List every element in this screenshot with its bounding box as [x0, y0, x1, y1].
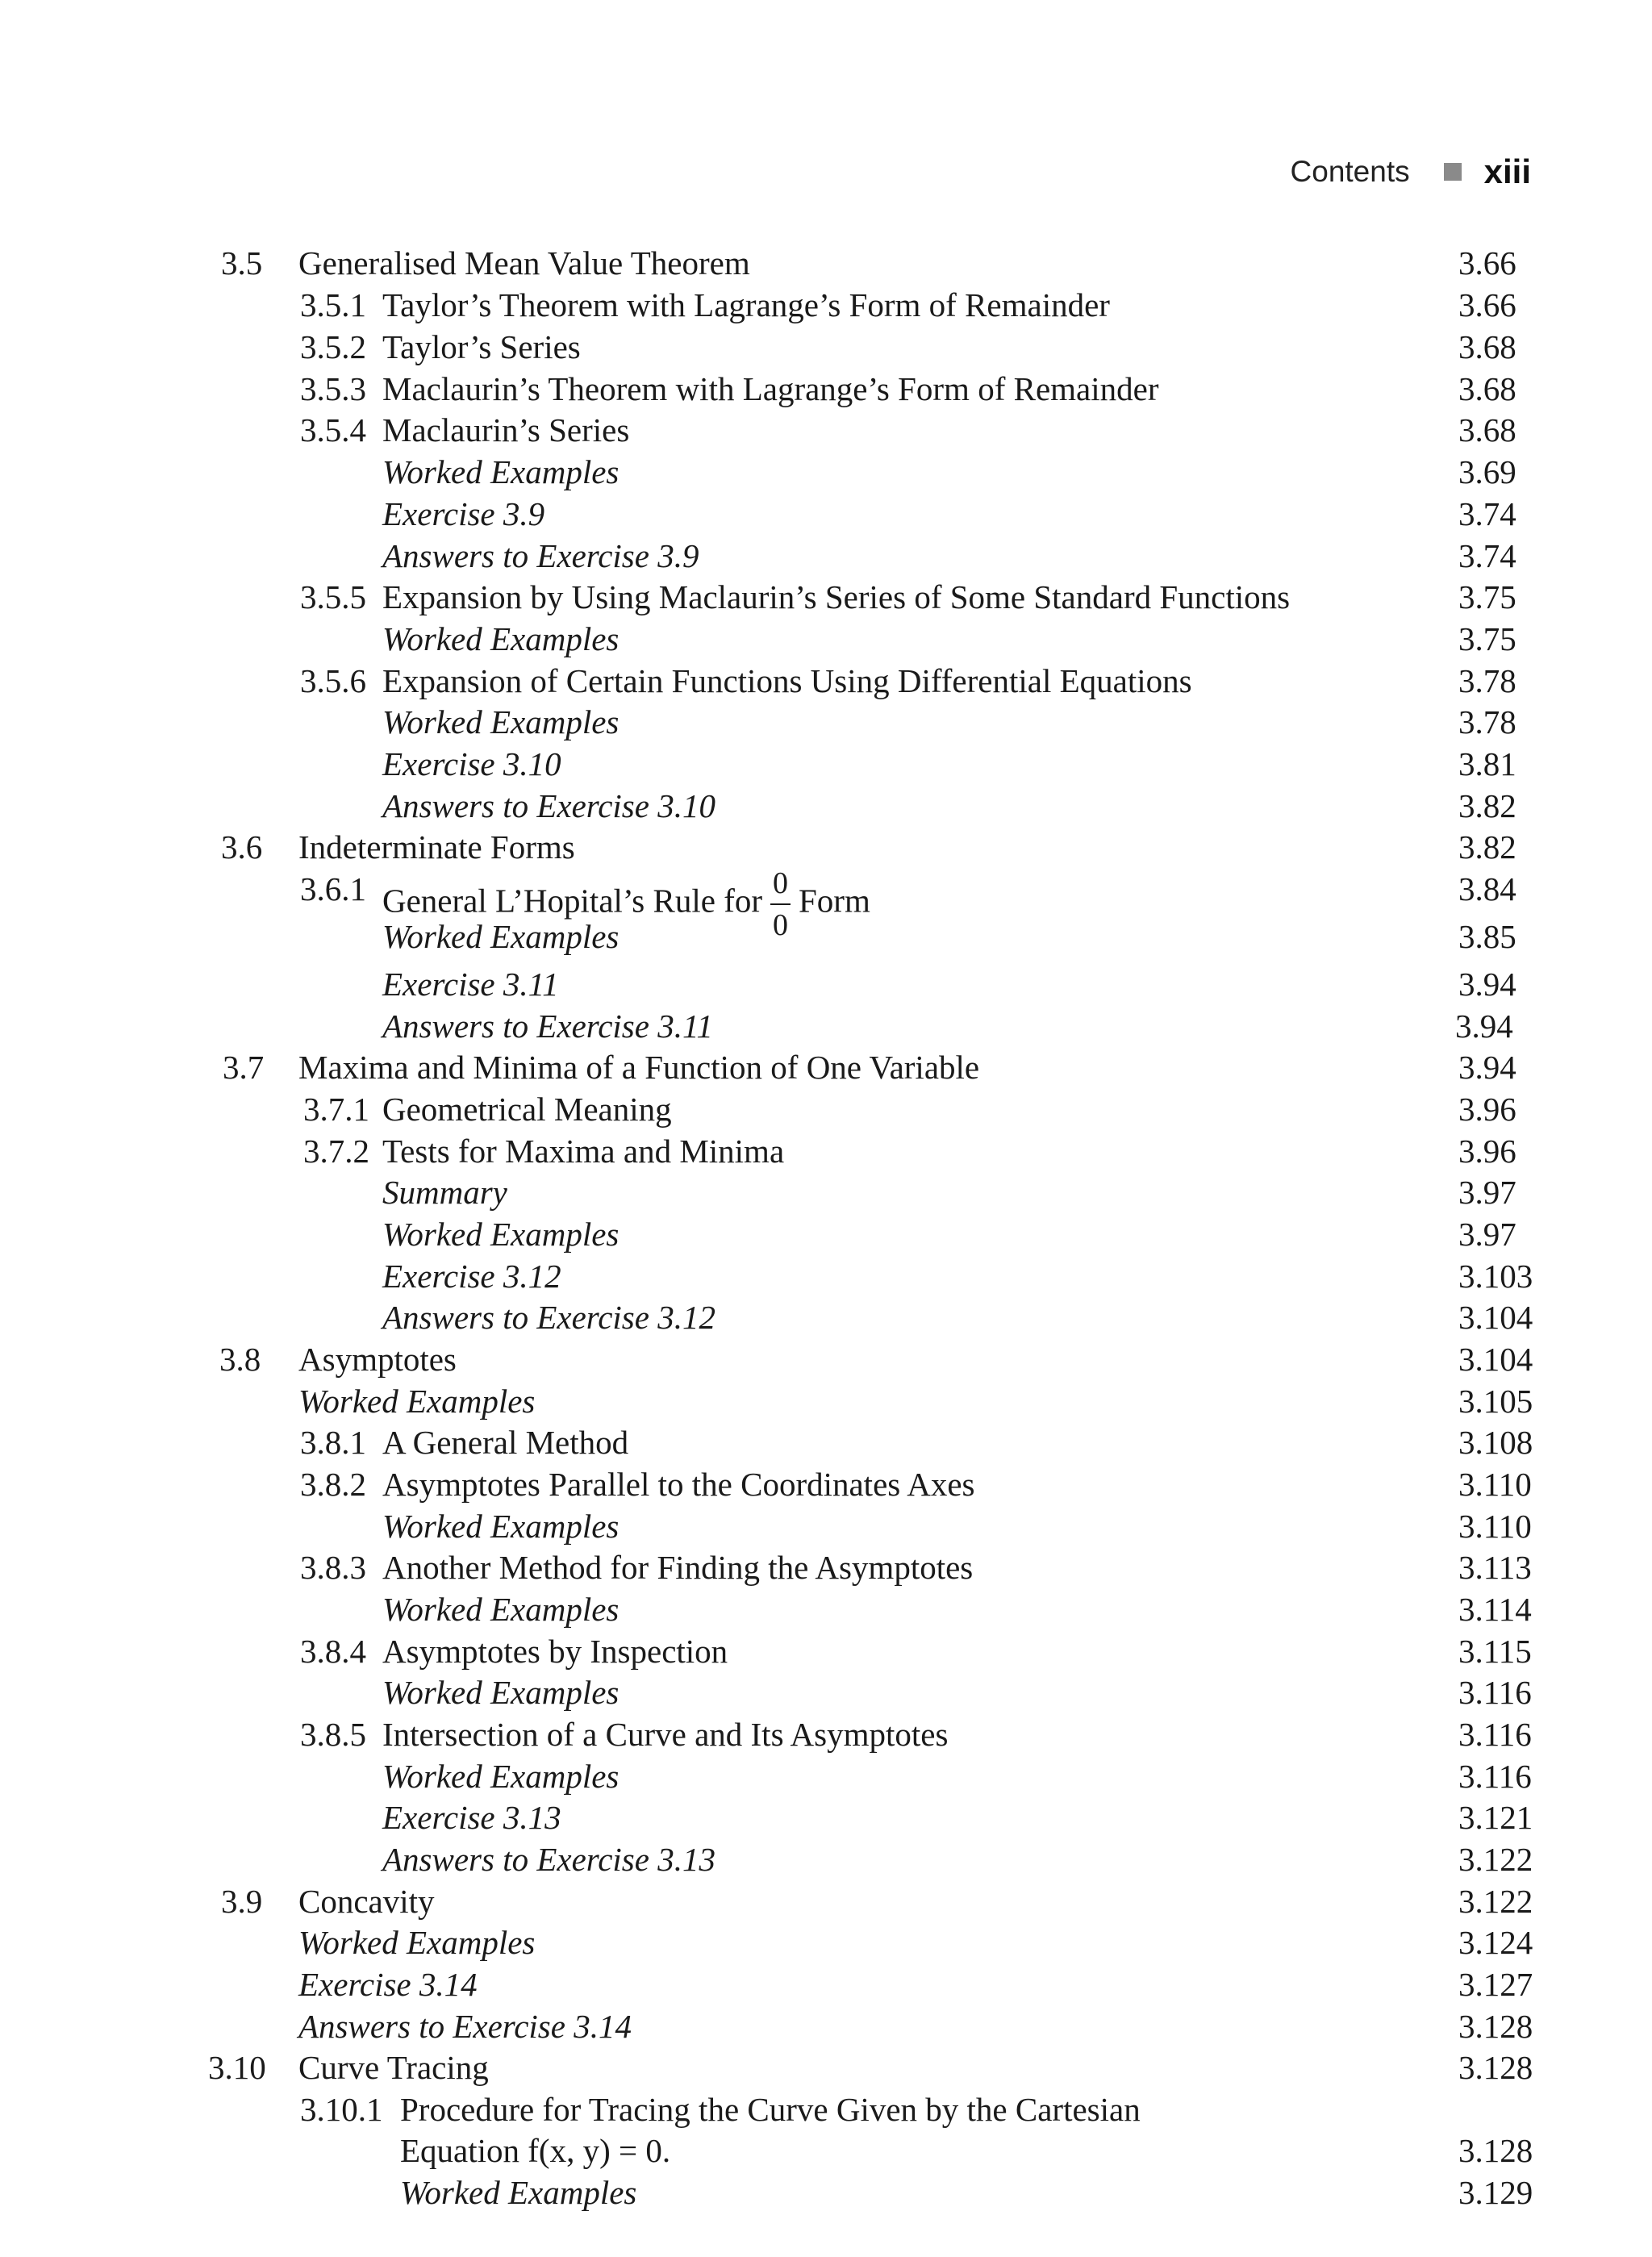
- toc-entry-title-text: Worked Examples: [298, 1924, 536, 1961]
- toc-entry-title-text: Asymptotes Parallel to the Coordinates Axes: [382, 1466, 975, 1503]
- toc-page-number: 3.103: [1458, 1258, 1533, 1295]
- toc-entry-title: [382, 1130, 784, 1172]
- toc-entry: [0, 2171, 1652, 2213]
- toc-section-number: 3.5.6: [300, 662, 366, 699]
- toc-entry-title-text: Equation f(x, y) = 0.: [400, 2132, 671, 2169]
- toc-page-number: 3.104: [1458, 1299, 1533, 1336]
- toc-page-number: 3.124: [1458, 1924, 1533, 1961]
- toc-section-number: 3.5.5: [300, 578, 366, 615]
- toc-entry: [0, 1505, 1652, 1547]
- toc-entry-title: [382, 743, 561, 785]
- toc-entry-title-text: Answers to Exercise 3.12: [382, 1299, 715, 1336]
- toc-entry-title-text: Worked Examples: [382, 1674, 620, 1711]
- toc-entry: [0, 1546, 1652, 1588]
- toc-entry: [0, 1463, 1652, 1505]
- toc-entry-title: [382, 451, 619, 493]
- toc-section-number: 3.6.1: [300, 870, 366, 907]
- toc-entry-title-text: Exercise 3.12: [382, 1258, 561, 1295]
- toc-entry-title: [382, 326, 581, 368]
- toc-entry-title: [382, 1546, 973, 1588]
- toc-entry-title-text: Worked Examples: [382, 918, 620, 955]
- toc-entry: [0, 368, 1652, 410]
- toc-entry-title: [382, 493, 544, 535]
- toc-section-number: 3.6: [221, 828, 263, 866]
- page-number: xiii: [1483, 152, 1531, 190]
- toc-section-number: 3.10.1: [300, 2091, 383, 2128]
- toc-entry-title-text: Asymptotes: [298, 1341, 457, 1378]
- toc-page-number: 3.128: [1458, 2049, 1533, 2086]
- toc-section-number: 3.10: [208, 2049, 266, 2086]
- toc-entry-title-text: Answers to Exercise 3.9: [382, 537, 699, 574]
- toc-entry-title-suffix: Form: [799, 882, 870, 920]
- toc-entry-title-text: Answers to Exercise 3.13: [382, 1841, 715, 1878]
- toc-entry-title: [298, 1380, 535, 1422]
- toc-entry: [0, 743, 1652, 785]
- toc-entry-title-text: Exercise 3.9: [382, 495, 545, 532]
- toc-entry: [0, 1213, 1652, 1255]
- toc-entry: [0, 1630, 1652, 1672]
- toc-entry: [0, 2088, 1652, 2130]
- toc-page-number: 3.108: [1458, 1424, 1533, 1461]
- toc-entry-title: [382, 1755, 619, 1797]
- toc-entry: [0, 785, 1652, 827]
- toc-entry: [0, 1796, 1652, 1838]
- toc-entry: [0, 1963, 1652, 2005]
- toc-entry-title: [382, 618, 619, 660]
- toc-entry-title: [382, 660, 1192, 702]
- toc-entry-title-text: A General Method: [382, 1424, 629, 1461]
- toc-entry-title: [382, 368, 1158, 410]
- toc-page-number: 3.116: [1458, 1674, 1532, 1711]
- toc-entry-title: [382, 1005, 713, 1047]
- toc-entry-title-text: Exercise 3.11: [382, 966, 559, 1003]
- toc-entry-title-text: Answers to Exercise 3.14: [298, 2008, 632, 2045]
- toc-entry-title: [298, 2005, 632, 2047]
- toc-entry: [0, 576, 1652, 618]
- toc-entry: [0, 916, 1652, 957]
- toc-page-number: 3.66: [1458, 286, 1516, 323]
- toc-entry: [0, 1380, 1652, 1422]
- toc-section-number: 3.8.3: [300, 1549, 366, 1586]
- toc-entry: [0, 284, 1652, 326]
- toc-page-number: 3.81: [1458, 745, 1516, 782]
- toc-entry-title-text: Expansion by Using Maclaurin’s Series of Some Standard Functions: [382, 578, 1291, 615]
- toc-entry-title-text: Taylor’s Theorem with Lagrange’s Form of Remainder: [382, 286, 1110, 323]
- toc-entry-title: [298, 1921, 535, 1963]
- toc-entry-title: [382, 576, 1290, 618]
- toc-section-number: 3.5.1: [300, 286, 366, 323]
- toc-entry: [0, 451, 1652, 493]
- toc-section-number: 3.8.2: [300, 1466, 366, 1503]
- toc-entry: [0, 1421, 1652, 1463]
- toc-entry-title-text: Worked Examples: [382, 620, 620, 657]
- toc-entry-title-text: Answers to Exercise 3.10: [382, 787, 715, 824]
- toc-entry: [0, 1671, 1652, 1713]
- toc-entry: [0, 1130, 1652, 1172]
- toc-entry: [0, 618, 1652, 660]
- toc-entry: [0, 1338, 1652, 1380]
- toc-entry-title: [382, 1255, 561, 1297]
- toc-entry: [0, 535, 1652, 577]
- toc-section-number: 3.8: [219, 1341, 261, 1378]
- toc-entry-title-text: Asymptotes by Inspection: [382, 1633, 728, 1670]
- toc-page-number: 3.74: [1458, 495, 1516, 532]
- toc-entry-title: [298, 826, 575, 868]
- toc-entry-title: [382, 785, 715, 827]
- toc-entry-title-text: Worked Examples: [382, 703, 620, 741]
- toc-page-number: 3.121: [1458, 1799, 1533, 1836]
- toc-entry-title: [400, 2171, 636, 2213]
- toc-entry-title-text: Worked Examples: [382, 1758, 620, 1795]
- toc-page-number: 3.94: [1458, 966, 1516, 1003]
- toc-section-number: 3.5.2: [300, 328, 366, 365]
- toc-entry-title-text: Exercise 3.13: [382, 1799, 561, 1836]
- toc-page-number: 3.116: [1458, 1716, 1532, 1753]
- toc-page-number: 3.97: [1458, 1174, 1516, 1211]
- toc-page-number: 3.110: [1458, 1466, 1532, 1503]
- toc-entry: [0, 409, 1652, 451]
- toc-entry-title: [382, 963, 559, 1005]
- toc-entry-title: [400, 2088, 1141, 2130]
- toc-entry: [0, 2046, 1652, 2088]
- toc-entry-title: [298, 1338, 457, 1380]
- toc-entry-title-text: Curve Tracing: [298, 2049, 489, 2086]
- toc-page-number: 3.129: [1458, 2174, 1533, 2211]
- toc-page-number: 3.127: [1458, 1966, 1533, 2003]
- toc-page-number: 3.75: [1458, 578, 1516, 615]
- toc-entry-title-text: Geometrical Meaning: [382, 1091, 672, 1128]
- toc-section-number: 3.7: [223, 1049, 265, 1086]
- toc-entry: [0, 1171, 1652, 1213]
- toc-entry: [0, 493, 1652, 535]
- toc-entry: [0, 1088, 1652, 1130]
- toc-entry-title-text: Concavity: [298, 1883, 435, 1920]
- toc-entry-title: [382, 1421, 628, 1463]
- toc-entry-title: [382, 916, 619, 957]
- toc-entry-title: [382, 409, 629, 451]
- toc-entry-title: [382, 1213, 619, 1255]
- toc-entry-title-text: Procedure for Tracing the Curve Given by the Cartesian: [400, 2091, 1141, 2128]
- toc-entry-title: [298, 242, 750, 284]
- toc-entry-title: [400, 2130, 670, 2171]
- toc-page-number: 3.94: [1458, 1049, 1516, 1086]
- toc-entry-title: [382, 535, 699, 577]
- toc-page-number: 3.75: [1458, 620, 1516, 657]
- toc-section-number: 3.5.3: [300, 370, 366, 407]
- toc-section-number: 3.7.2: [303, 1133, 369, 1170]
- toc-page-number: 3.122: [1458, 1883, 1533, 1920]
- toc-page-number: 3.97: [1458, 1216, 1516, 1253]
- toc-entry-title-text: Tests for Maxima and Minima: [382, 1133, 785, 1170]
- toc-entry: [0, 1838, 1652, 1880]
- toc-entry-title: [382, 1171, 507, 1213]
- toc-entry-title-text: Another Method for Finding the Asymptotes: [382, 1549, 974, 1586]
- toc-entry: [0, 1921, 1652, 1963]
- toc-entry-title: [382, 1463, 974, 1505]
- toc-entry-title-text: Maxima and Minima of a Function of One Variable: [298, 1049, 980, 1086]
- toc-entry: [0, 963, 1652, 1005]
- toc-entry-title-text: Worked Examples: [382, 1508, 620, 1545]
- toc-page-number: 3.104: [1458, 1341, 1533, 1378]
- toc-page-number: 3.105: [1458, 1383, 1533, 1420]
- toc-entry-title-text: Summary: [382, 1174, 507, 1211]
- toc-entry-title-text: Maclaurin’s Series: [382, 411, 630, 448]
- running-header-title: Contents: [1290, 155, 1410, 188]
- toc-entry-title: [382, 1296, 715, 1338]
- toc-page-number: 3.82: [1458, 787, 1516, 824]
- toc-entry: [0, 1255, 1652, 1297]
- toc-page-number: 3.116: [1458, 1758, 1532, 1795]
- toc-entry: [0, 1296, 1652, 1338]
- toc-entry-title: [382, 284, 1110, 326]
- toc-entry-title: [382, 1088, 672, 1130]
- toc-entry: [0, 1880, 1652, 1922]
- toc-entry: [0, 1755, 1652, 1797]
- toc-entry-title-text: Worked Examples: [382, 453, 620, 490]
- toc-page-number: 3.74: [1458, 537, 1516, 574]
- toc-entry-title: [382, 1796, 561, 1838]
- toc-page-number: 3.68: [1458, 411, 1516, 448]
- toc-entry: [0, 1005, 1652, 1047]
- toc-entry-title-text: Exercise 3.14: [298, 1966, 478, 2003]
- toc-entry: [0, 701, 1652, 743]
- toc-entry-title: [382, 1671, 619, 1713]
- fraction-numerator: 0: [770, 868, 791, 905]
- toc-page-number: 3.85: [1458, 918, 1516, 955]
- toc-page-number: 3.78: [1458, 662, 1516, 699]
- toc-entry: [0, 2005, 1652, 2047]
- toc-page-number: 3.96: [1458, 1091, 1516, 1128]
- toc-page-number: 3.68: [1458, 328, 1516, 365]
- toc-entry-title-text: Worked Examples: [400, 2174, 637, 2211]
- toc-page-number: 3.68: [1458, 370, 1516, 407]
- toc-entry-title: [298, 1880, 435, 1922]
- toc-entry-title: [382, 1588, 619, 1630]
- toc-page-number: 3.69: [1458, 453, 1516, 490]
- toc-section-number: 3.7.1: [303, 1091, 369, 1128]
- toc-page-number: 3.96: [1458, 1133, 1516, 1170]
- toc-entry-title: [298, 2046, 489, 2088]
- toc-page-number: 3.78: [1458, 703, 1516, 741]
- toc-page-number: 3.94: [1455, 1008, 1513, 1045]
- toc-entry: [0, 326, 1652, 368]
- toc-section-number: 3.9: [221, 1883, 263, 1920]
- toc-page-number: 3.122: [1458, 1841, 1533, 1878]
- toc-page-number: 3.114: [1458, 1591, 1532, 1628]
- fraction-denominator: 0: [773, 908, 788, 942]
- toc-entry-title: [298, 1046, 979, 1088]
- toc-entry: [0, 1046, 1652, 1088]
- toc-entry-title-text: General L’Hopital’s Rule for: [382, 882, 762, 920]
- toc-section-number: 3.8.4: [300, 1633, 366, 1670]
- toc-entry-title: [382, 701, 619, 743]
- toc-entry-title-text: Indeterminate Forms: [298, 828, 575, 866]
- toc-entry: [0, 242, 1652, 284]
- toc-entry-title: [382, 1838, 715, 1880]
- toc-page-number: 3.110: [1458, 1508, 1532, 1545]
- toc-page-number: 3.115: [1458, 1633, 1532, 1670]
- toc-entry: [0, 1713, 1652, 1755]
- toc-page-number: 3.84: [1458, 870, 1516, 907]
- toc-entry-title: [382, 1505, 619, 1547]
- toc-section-number: 3.5: [221, 244, 263, 282]
- toc-entry: [0, 826, 1652, 868]
- toc-entry-title-text: Expansion of Certain Functions Using Differential Equations: [382, 662, 1192, 699]
- toc-entry-title-text: Worked Examples: [298, 1383, 536, 1420]
- toc-page-number: 3.82: [1458, 828, 1516, 866]
- toc-entry: [0, 1588, 1652, 1630]
- toc-entry-title: [298, 1963, 478, 2005]
- toc-entry-title-text: Worked Examples: [382, 1591, 620, 1628]
- toc-entry-title-text: Worked Examples: [382, 1216, 620, 1253]
- toc-entry-title: [382, 1713, 948, 1755]
- toc-page-number: 3.66: [1458, 244, 1516, 282]
- toc-entry: [0, 2130, 1652, 2171]
- toc-page-number: 3.128: [1458, 2132, 1533, 2169]
- toc-section-number: 3.5.4: [300, 411, 366, 448]
- toc-entry-title-text: Maclaurin’s Theorem with Lagrange’s Form of Remainder: [382, 370, 1159, 407]
- toc-page-number: 3.113: [1458, 1549, 1532, 1586]
- toc-page-number: 3.128: [1458, 2008, 1533, 2045]
- toc-section-number: 3.8.5: [300, 1716, 366, 1753]
- toc-entry-title-text: Taylor’s Series: [382, 328, 581, 365]
- toc-entry-title-text: Intersection of a Curve and Its Asymptotes: [382, 1716, 949, 1753]
- toc-entry-title-text: Exercise 3.10: [382, 745, 561, 782]
- toc-entry: [0, 660, 1652, 702]
- toc-section-number: 3.8.1: [300, 1424, 366, 1461]
- toc-entry-title-text: Generalised Mean Value Theorem: [298, 244, 750, 282]
- toc-entry-title: [382, 1630, 728, 1672]
- toc-entry-title-text: Answers to Exercise 3.11: [382, 1008, 713, 1045]
